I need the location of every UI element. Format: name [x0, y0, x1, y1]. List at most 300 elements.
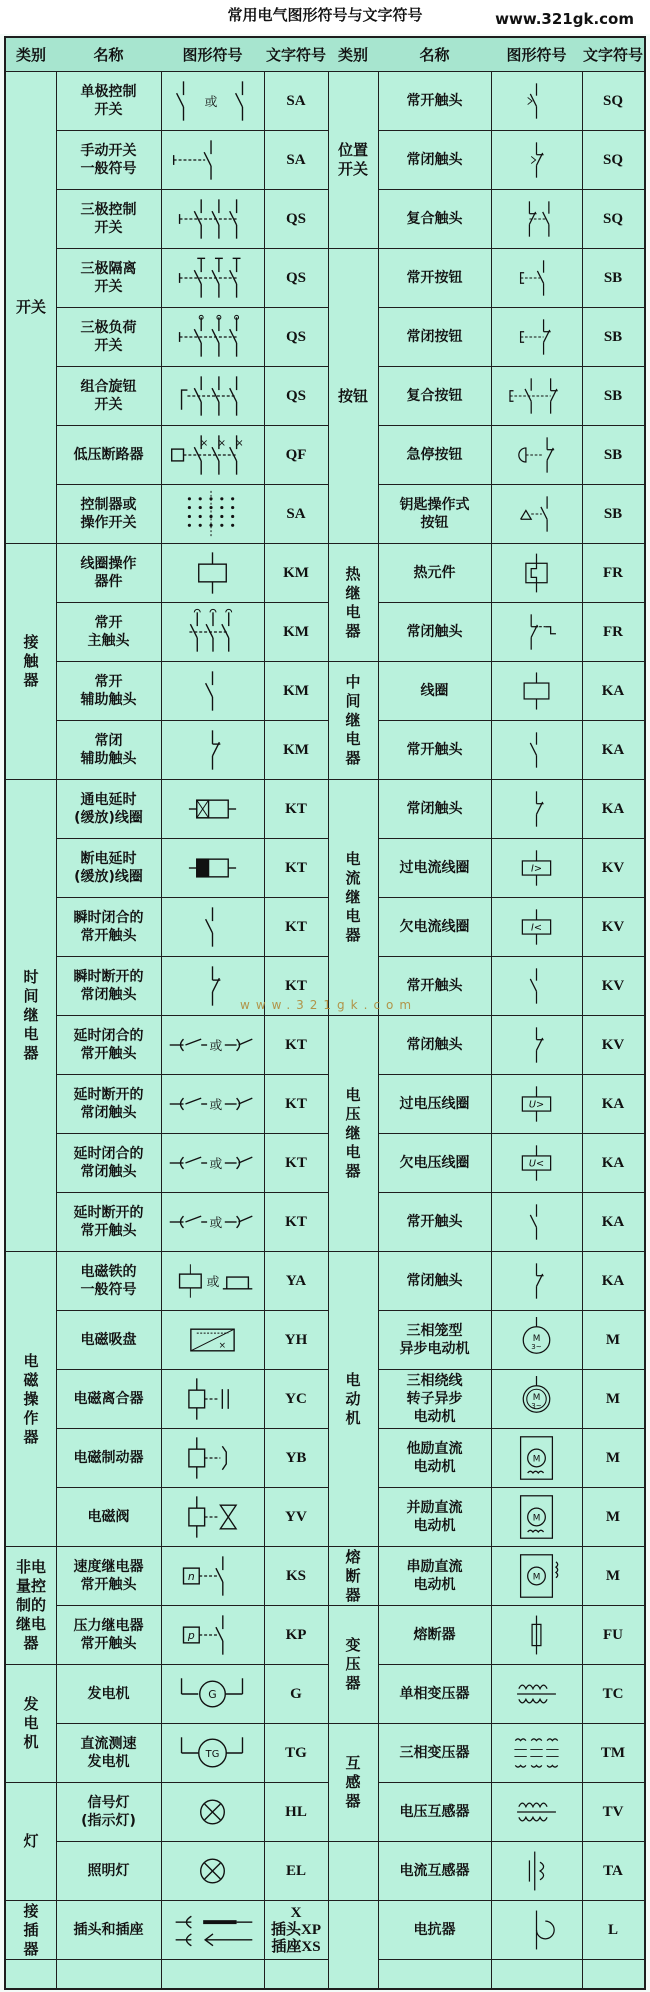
- left-item-code: KM: [264, 662, 328, 721]
- svg-text:U<: U<: [528, 1158, 545, 1170]
- left-item-name: 插头和插座: [56, 1901, 161, 1960]
- left-item-name: 线圈操作 器件: [56, 544, 161, 603]
- right-item-name: 电压互感器: [378, 1783, 491, 1842]
- transformer-1-icon: [491, 1665, 582, 1723]
- right-category: 电 动 机: [328, 1252, 378, 1547]
- left-category: 电 磁 操 作 器: [6, 1252, 56, 1547]
- left-item-code: QS: [264, 249, 328, 308]
- right-item-name: 常开按钮: [378, 249, 491, 308]
- left-category: 灯: [6, 1783, 56, 1901]
- left-item-code: HL: [264, 1783, 328, 1842]
- left-item-name: 电磁阀: [56, 1488, 161, 1547]
- right-item-name: 常闭触头: [378, 603, 491, 662]
- svg-text:TG: TG: [205, 1748, 220, 1760]
- page-title: 常用电气图形符号与文字符号: [227, 6, 423, 24]
- left-category: 接 插 器: [6, 1901, 56, 1960]
- right-symbol-estop: [491, 426, 582, 485]
- right-item-name: 欠电压线圈: [378, 1134, 491, 1193]
- svg-text:U>: U>: [528, 1099, 545, 1111]
- pressure-relay-icon: [161, 1606, 264, 1664]
- right-symbol-button-no: [491, 249, 582, 308]
- left-item-code: X 插头XP 插座XS: [264, 1901, 328, 1960]
- left-symbol-coil: [161, 544, 264, 603]
- right-category: 熔 断 器: [328, 1547, 378, 1606]
- on-delay-coil-icon: [161, 780, 264, 838]
- svg-text:M: M: [532, 1333, 541, 1344]
- right-symbol-transformer-1: [491, 1665, 582, 1724]
- right-symbol-limit-combo: [491, 190, 582, 249]
- right-item-code: KV: [582, 957, 644, 1016]
- left-item-code: KT: [264, 780, 328, 839]
- estop-icon: [491, 426, 582, 484]
- reactor-icon: [491, 1901, 582, 1959]
- left-item-code: SA: [264, 131, 328, 190]
- right-item-code: KA: [582, 721, 644, 780]
- left-item-name: 电磁铁的 一般符号: [56, 1252, 161, 1311]
- breaker-icon: [161, 426, 264, 484]
- left-item-name: 断电延时 (缓放)线圈: [56, 839, 161, 898]
- delay-or-icon: [161, 1016, 264, 1074]
- left-item-code: KT: [264, 957, 328, 1016]
- transformer-3-icon: [491, 1724, 582, 1782]
- left-symbol-delay-or: [161, 1193, 264, 1252]
- column-header: 名称: [56, 38, 161, 72]
- left-symbol-off-delay-coil: [161, 839, 264, 898]
- right-category: 互 感 器: [328, 1724, 378, 1842]
- right-item-code: KV: [582, 898, 644, 957]
- left-category: 时 间 继 电 器: [6, 780, 56, 1252]
- nc-contact-icon: [491, 1252, 582, 1310]
- left-item-name: 延时断开的 常闭触头: [56, 1075, 161, 1134]
- valve-icon: [161, 1488, 264, 1546]
- right-item-name: 串励直流 电动机: [378, 1547, 491, 1606]
- dc-sep-icon: [491, 1429, 582, 1487]
- left-item-name: 常开 主触头: [56, 603, 161, 662]
- controller-icon: [161, 485, 264, 543]
- left-symbol-delay-or: [161, 1134, 264, 1193]
- left-item-code: YV: [264, 1488, 328, 1547]
- left-item-name: 电磁离合器: [56, 1370, 161, 1429]
- left-item-name: 延时闭合的 常闭触头: [56, 1134, 161, 1193]
- left-symbol-magnet-or: [161, 1252, 264, 1311]
- right-item-code: SQ: [582, 131, 644, 190]
- svg-text:3~: 3~: [531, 1400, 542, 1410]
- left-item-code: SA: [264, 72, 328, 131]
- left-item-code: YH: [264, 1311, 328, 1370]
- right-item-code: KA: [582, 780, 644, 839]
- left-symbol-three-pole-isolator: [161, 249, 264, 308]
- right-item-name: 钥匙操作式 按钮: [378, 485, 491, 544]
- left-symbol-delay-or: [161, 1075, 264, 1134]
- right-item-name: 单相变压器: [378, 1665, 491, 1724]
- left-symbol-rotary-switch: [161, 367, 264, 426]
- right-symbol-thermal-nc: [491, 603, 582, 662]
- right-item-name: 常闭触头: [378, 780, 491, 839]
- right-item-name: 常闭按钮: [378, 308, 491, 367]
- left-item-code: KM: [264, 721, 328, 780]
- left-item-name: 延时闭合的 常开触头: [56, 1016, 161, 1075]
- right-symbol-dc-sep: [491, 1429, 582, 1488]
- left-item-code: EL: [264, 1842, 328, 1901]
- svg-text:M: M: [532, 1454, 541, 1465]
- nc-contact-icon: [161, 721, 264, 779]
- right-category: 中 间 继 电 器: [328, 662, 378, 780]
- left-symbol-no-contact: [161, 898, 264, 957]
- right-item-name: 电流互感器: [378, 1842, 491, 1901]
- left-item-name: 常开 辅助触头: [56, 662, 161, 721]
- right-symbol-no-contact: [491, 721, 582, 780]
- lamp-icon: [161, 1842, 264, 1900]
- no-contact-icon: [491, 957, 582, 1015]
- right-item-code: KA: [582, 1075, 644, 1134]
- right-category: [328, 1842, 378, 1901]
- left-item-name: 直流测速 发电机: [56, 1724, 161, 1783]
- left-item-name: 发电机: [56, 1665, 161, 1724]
- right-item-code: L: [582, 1901, 644, 1960]
- right-symbol-no-contact: [491, 1193, 582, 1252]
- left-item-name: 速度继电器 常开触头: [56, 1547, 161, 1606]
- right-symbol-transformer-3: [491, 1724, 582, 1783]
- left-item-code: SA: [264, 485, 328, 544]
- left-item-name: 通电延时 (缓放)线圈: [56, 780, 161, 839]
- right-symbol-fuse: [491, 1606, 582, 1665]
- column-header: 图形符号: [161, 38, 264, 72]
- delay-or-icon: [161, 1075, 264, 1133]
- right-category: 电 压 继 电 器: [328, 1016, 378, 1252]
- right-item-code: KA: [582, 662, 644, 721]
- thermal-icon: [491, 544, 582, 602]
- button-no-icon: [491, 249, 582, 307]
- right-symbol-ct: [491, 1842, 582, 1901]
- left-symbol-brake: [161, 1429, 264, 1488]
- left-item-name: 三极负荷 开关: [56, 308, 161, 367]
- three-pole-isolator-icon: [161, 249, 264, 307]
- delay-or-icon: [161, 1193, 264, 1251]
- left-item-name: 电磁吸盘: [56, 1311, 161, 1370]
- right-symbol-limit-nc: [491, 131, 582, 190]
- switch-single-or-icon: [161, 72, 264, 130]
- left-item-name: 瞬时断开的 常闭触头: [56, 957, 161, 1016]
- right-item-code: KA: [582, 1134, 644, 1193]
- left-symbol-pressure-relay: [161, 1606, 264, 1665]
- left-item-name: 常闭 辅助触头: [56, 721, 161, 780]
- left-category: 接 触 器: [6, 544, 56, 780]
- svg-text:3~: 3~: [531, 1341, 542, 1351]
- coil-text-icon: [491, 898, 582, 956]
- svg-text:M: M: [532, 1513, 541, 1524]
- left-item-name: 手动开关 一般符号: [56, 131, 161, 190]
- svg-text:或: 或: [204, 94, 218, 110]
- right-item-code: M: [582, 1547, 644, 1606]
- left-symbol-on-delay-coil: [161, 780, 264, 839]
- right-symbol-coil: [491, 662, 582, 721]
- column-header: 图形符号: [491, 38, 582, 72]
- svg-text:或: 或: [209, 1156, 223, 1172]
- main-contacts-icon: [161, 603, 264, 661]
- no-contact-icon: [161, 662, 264, 720]
- svg-text:×: ×: [235, 438, 244, 450]
- left-item-code: KM: [264, 603, 328, 662]
- left-item-code: KT: [264, 898, 328, 957]
- coil-text-icon: [491, 1134, 582, 1192]
- no-contact-icon: [161, 898, 264, 956]
- right-item-code: SB: [582, 249, 644, 308]
- right-symbol-transformer-1: [491, 1783, 582, 1842]
- off-delay-coil-icon: [161, 839, 264, 897]
- svg-text:I>: I>: [531, 863, 542, 875]
- right-item-code: SB: [582, 367, 644, 426]
- left-item-code: KT: [264, 1193, 328, 1252]
- left-item-code: YC: [264, 1370, 328, 1429]
- right-category: 位置 开关: [328, 72, 378, 249]
- svg-text:G: G: [208, 1687, 217, 1701]
- left-item-code: KP: [264, 1606, 328, 1665]
- delay-or-icon: [161, 1134, 264, 1192]
- left-item-name: 三极控制 开关: [56, 190, 161, 249]
- right-item-code: FR: [582, 603, 644, 662]
- left-item-code: QF: [264, 426, 328, 485]
- right-item-name: 复合按钮: [378, 367, 491, 426]
- right-symbol-thermal: [491, 544, 582, 603]
- limit-combo-icon: [491, 190, 582, 248]
- right-item-name: 电抗器: [378, 1901, 491, 1960]
- left-item-code: KT: [264, 1016, 328, 1075]
- left-item-name: 延时断开的 常开触头: [56, 1193, 161, 1252]
- left-item-code: QS: [264, 190, 328, 249]
- no-contact-icon: [491, 1193, 582, 1251]
- right-symbol-reactor: [491, 1901, 582, 1960]
- left-symbol-three-pole-load: [161, 308, 264, 367]
- left-symbol-tacho: [161, 1724, 264, 1783]
- right-item-code: SQ: [582, 72, 644, 131]
- right-symbol-button-nc: [491, 308, 582, 367]
- right-item-code: SB: [582, 426, 644, 485]
- right-item-name: 常开触头: [378, 72, 491, 131]
- column-header: 文字符号: [264, 38, 328, 72]
- right-item-code: FR: [582, 544, 644, 603]
- right-symbol-limit-no: [491, 72, 582, 131]
- right-symbol-motor-wound: [491, 1370, 582, 1429]
- right-item-name: 常闭触头: [378, 1016, 491, 1075]
- right-item-code: TA: [582, 1842, 644, 1901]
- right-symbol-key-button: [491, 485, 582, 544]
- limit-no-icon: [491, 72, 582, 130]
- left-symbol-three-pole-control: [161, 190, 264, 249]
- fuse-icon: [491, 1606, 582, 1664]
- left-symbol-no-contact: [161, 662, 264, 721]
- right-category: 电 流 继 电 器: [328, 780, 378, 1016]
- right-item-name: 急停按钮: [378, 426, 491, 485]
- left-symbol-manual-switch: [161, 131, 264, 190]
- right-symbol-motor-3: [491, 1311, 582, 1370]
- right-item-name: 常闭触头: [378, 131, 491, 190]
- right-item-code: KA: [582, 1193, 644, 1252]
- right-symbol-coil-text: [491, 1075, 582, 1134]
- button-combo-icon: [491, 367, 582, 425]
- right-symbol-coil-text: [491, 839, 582, 898]
- tacho-icon: [161, 1724, 264, 1782]
- svg-text:M: M: [532, 1572, 541, 1583]
- left-item-code: YA: [264, 1252, 328, 1311]
- column-header: 类别: [6, 38, 56, 72]
- right-item-code: M: [582, 1429, 644, 1488]
- right-symbol-dc-series: [491, 1547, 582, 1606]
- transformer-1-icon: [491, 1783, 582, 1841]
- magnet-or-icon: [161, 1252, 264, 1310]
- right-item-code: FU: [582, 1606, 644, 1665]
- dc-shunt-icon: [491, 1488, 582, 1546]
- right-item-code: M: [582, 1311, 644, 1370]
- plug-icon: [161, 1901, 264, 1959]
- svg-text:或: 或: [206, 1274, 220, 1290]
- manual-switch-icon: [161, 131, 264, 189]
- coil-icon: [161, 544, 264, 602]
- limit-nc-icon: [491, 131, 582, 189]
- left-item-code: QS: [264, 308, 328, 367]
- svg-text:M: M: [532, 1392, 541, 1403]
- right-item-code: KA: [582, 1252, 644, 1311]
- left-item-name: 信号灯 (指示灯): [56, 1783, 161, 1842]
- watermark: www.321gk.com: [240, 998, 418, 1012]
- left-symbol-chuck: [161, 1311, 264, 1370]
- right-item-name: 熔断器: [378, 1606, 491, 1665]
- left-category: 非电 量控 制的 继电 器: [6, 1547, 56, 1665]
- button-nc-icon: [491, 308, 582, 366]
- left-symbol-lamp: [161, 1783, 264, 1842]
- right-item-code: M: [582, 1488, 644, 1547]
- right-symbol-nc-contact: [491, 1252, 582, 1311]
- left-symbol-main-contacts: [161, 603, 264, 662]
- svg-text:n: n: [187, 1569, 195, 1583]
- clutch-icon: [161, 1370, 264, 1428]
- svg-text:×: ×: [200, 438, 209, 450]
- left-item-name: 三极隔离 开关: [56, 249, 161, 308]
- right-item-name: 欠电流线圈: [378, 898, 491, 957]
- right-item-code: SB: [582, 308, 644, 367]
- coil-icon: [491, 662, 582, 720]
- brake-icon: [161, 1429, 264, 1487]
- right-item-code: M: [582, 1370, 644, 1429]
- svg-text:或: 或: [209, 1097, 223, 1113]
- generator-icon: [161, 1665, 264, 1723]
- right-item-code: SQ: [582, 190, 644, 249]
- right-item-name: 并励直流 电动机: [378, 1488, 491, 1547]
- right-item-code: TV: [582, 1783, 644, 1842]
- left-item-code: TG: [264, 1724, 328, 1783]
- svg-text:或: 或: [209, 1038, 223, 1054]
- svg-text:或: 或: [209, 1215, 223, 1231]
- column-header: 类别: [328, 38, 378, 72]
- right-item-name: 过电流线圈: [378, 839, 491, 898]
- right-item-name: 常闭触头: [378, 1252, 491, 1311]
- left-symbol-delay-or: [161, 1016, 264, 1075]
- left-item-code: KM: [264, 544, 328, 603]
- left-item-name: 电磁制动器: [56, 1429, 161, 1488]
- right-symbol-nc-contact: [491, 780, 582, 839]
- three-pole-control-icon: [161, 190, 264, 248]
- right-item-code: SB: [582, 485, 644, 544]
- left-item-code: YB: [264, 1429, 328, 1488]
- left-item-name: 瞬时闭合的 常开触头: [56, 898, 161, 957]
- right-item-name: 三相变压器: [378, 1724, 491, 1783]
- right-item-code: KV: [582, 839, 644, 898]
- speed-relay-icon: [161, 1547, 264, 1605]
- symbol-table: [4, 36, 646, 1990]
- ct-icon: [491, 1842, 582, 1900]
- chuck-icon: [161, 1311, 264, 1369]
- left-item-name: 控制器或 操作开关: [56, 485, 161, 544]
- left-symbol-breaker: [161, 426, 264, 485]
- left-item-code: KT: [264, 839, 328, 898]
- svg-text:I<: I<: [531, 922, 542, 934]
- left-symbol-generator: [161, 1665, 264, 1724]
- right-item-name: 常开触头: [378, 721, 491, 780]
- key-button-icon: [491, 485, 582, 543]
- right-item-code: KV: [582, 1016, 644, 1075]
- right-item-name: 三相笼型 异步电动机: [378, 1311, 491, 1370]
- left-symbol-speed-relay: [161, 1547, 264, 1606]
- column-header: 名称: [378, 38, 491, 72]
- coil-text-icon: [491, 1075, 582, 1133]
- left-category: 开关: [6, 72, 56, 544]
- no-contact-icon: [491, 721, 582, 779]
- nc-contact-icon: [491, 780, 582, 838]
- rotary-switch-icon: [161, 367, 264, 425]
- left-item-name: 低压断路器: [56, 426, 161, 485]
- dc-series-icon: [491, 1547, 582, 1605]
- left-symbol-nc-contact: [161, 721, 264, 780]
- column-header: 文字符号: [582, 38, 644, 72]
- right-item-name: 他励直流 电动机: [378, 1429, 491, 1488]
- right-item-name: 复合触头: [378, 190, 491, 249]
- left-item-name: 压力继电器 常开触头: [56, 1606, 161, 1665]
- right-item-name: 热元件: [378, 544, 491, 603]
- lamp-icon: [161, 1783, 264, 1841]
- right-item-code: TC: [582, 1665, 644, 1724]
- right-symbol-dc-shunt: [491, 1488, 582, 1547]
- left-item-code: KS: [264, 1547, 328, 1606]
- motor-3-icon: [491, 1311, 582, 1369]
- right-item-name: 三相绕线 转子异步 电动机: [378, 1370, 491, 1429]
- right-category: 按钮: [328, 249, 378, 544]
- coil-text-icon: [491, 839, 582, 897]
- nc-contact-icon: [491, 1016, 582, 1074]
- right-category: 热 继 电 器: [328, 544, 378, 662]
- thermal-nc-icon: [491, 603, 582, 661]
- right-item-name: 过电压线圈: [378, 1075, 491, 1134]
- svg-text:×: ×: [218, 1340, 227, 1351]
- right-symbol-coil-text: [491, 1134, 582, 1193]
- site-url: www.321gk.com: [495, 10, 634, 28]
- right-item-name: 常开触头: [378, 1193, 491, 1252]
- left-symbol-clutch: [161, 1370, 264, 1429]
- left-item-name: 组合旋钮 开关: [56, 367, 161, 426]
- right-symbol-nc-contact: [491, 1016, 582, 1075]
- left-symbol-valve: [161, 1488, 264, 1547]
- left-item-code: G: [264, 1665, 328, 1724]
- motor-wound-icon: [491, 1370, 582, 1428]
- right-item-name: 线圈: [378, 662, 491, 721]
- right-category: 变 压 器: [328, 1606, 378, 1724]
- right-symbol-button-combo: [491, 367, 582, 426]
- right-symbol-no-contact: [491, 957, 582, 1016]
- left-item-code: KT: [264, 1075, 328, 1134]
- svg-text:×: ×: [217, 438, 226, 450]
- left-symbol-controller: [161, 485, 264, 544]
- left-item-code: KT: [264, 1134, 328, 1193]
- left-category: 发 电 机: [6, 1665, 56, 1783]
- svg-text:p: p: [187, 1628, 195, 1642]
